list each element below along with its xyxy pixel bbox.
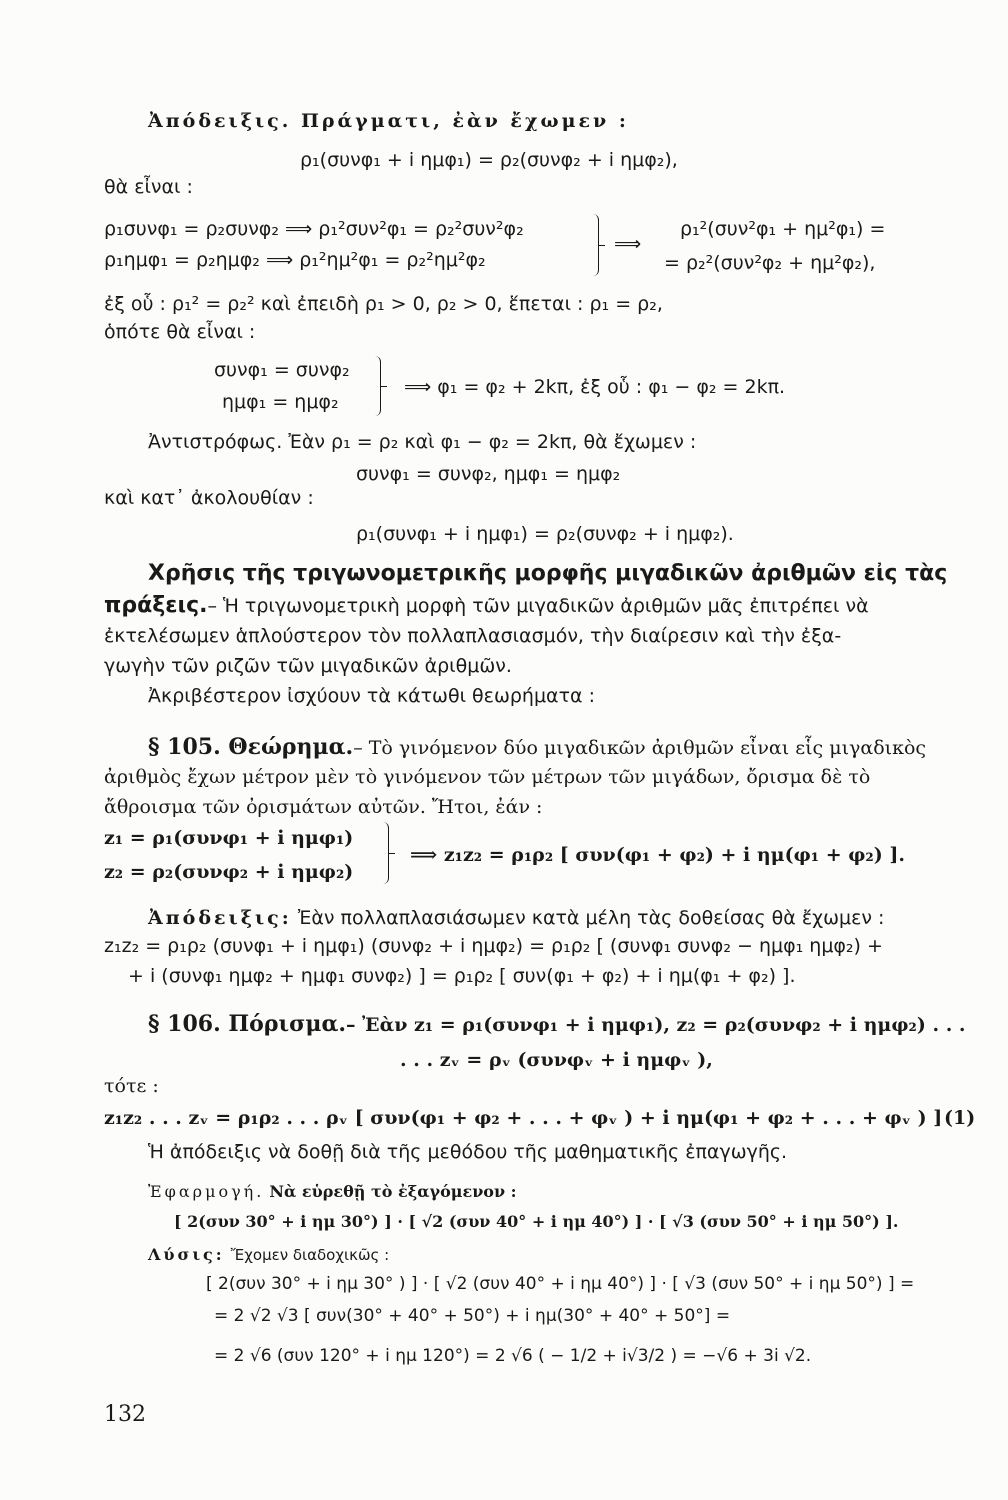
paragraph-line: ἐκτελέσωμεν ἁπλούστερον τὸν πολλαπλασιασμόν, τὴν διαίρεσιν καὶ τὴν ἐξα- [104,625,842,647]
proof-line [148,906,884,930]
application-text: Νὰ εὑρεθῇ τὸ ἐξαγόμενον : [269,1182,517,1201]
theorem-line: ἄθροισμα τῶν ὀρισμάτων αὐτῶν. Ἤτοι, ἐάν : [104,796,543,818]
equation-line: [ 2(συν 30° + i ημ 30°) ] · [ √2 (συν 40° + i ημ 40°) ] · [ √3 (συν 50° + i ημ 50°) ]. [174,1212,899,1231]
solution-label: Λύσις: [148,1245,225,1264]
theorem-heading: § 105. Θεώρημα. [148,734,354,760]
equation-line: ρ₁(συνφ₁ + i ημφ₁) = ρ₂(συνφ₂ + i ημφ₂). [356,523,734,545]
equation-line: + i (συνφ₁ ημφ₂ + ημφ₁ συνφ₂) ] = ρ₁ρ₂ [ συν(φ₁ + φ₂) + i ημ(φ₁ + φ₂) ]. [128,965,796,987]
section-heading-cont: πράξεις. [104,593,208,618]
equation-line: ρ₁(συνφ₁ + i ημφ₁) = ρ₂(συνφ₂ + i ημφ₂), [300,149,678,171]
equation-line: . . . zᵥ = ρᵥ (συνφᵥ + i ημφᵥ ), [400,1049,713,1071]
text-line: τότε : [104,1075,159,1097]
text-line: ὁπότε θὰ εἶναι : [104,321,256,343]
equation-line: z₁ = ρ₁(συνφ₁ + i ημφ₁) [104,827,354,849]
right-brace [374,356,381,416]
equation-line: = ρ₂²(συν²φ₂ + ημ²φ₂), [664,252,876,274]
equation-line: ⟹ z₁z₂ = ρ₁ρ₂ [ συν(φ₁ + φ₂) + i ημ(φ₁ + φ₂) ]. [410,844,905,866]
equation-number: (1) [944,1107,976,1129]
solution-line [148,1242,389,1267]
theorem-text: – Τὸ γινόμενον δύο μιγαδικῶν ἀριθμῶν εἶναι εἷς μιγαδικὸς [353,737,927,759]
equation-line: ημφ₁ = ημφ₂ [222,391,339,413]
converse-line: Ἀντιστρόφως. Ἐὰν ρ₁ = ρ₂ καὶ φ₁ − φ₂ = 2kπ, θὰ ἔχωμεν : [148,431,697,453]
theorem-line [148,735,926,760]
paragraph-line: Ἡ ἀπόδειξις νὰ δοθῇ διὰ τῆς μεθόδου τῆς μαθηματικῆς ἐπαγωγῆς. [148,1141,788,1163]
section-heading: Χρῆσις τῆς τριγωνομετρικῆς μορφῆς μιγαδικῶν ἀριθμῶν εἰς τὰς [148,561,948,586]
proof-text: Ἐὰν πολλαπλασιάσωμεν κατὰ μέλη τὰς δοθείσας θὰ ἔχωμεν : [297,907,885,929]
equation-line: z₂ = ρ₂(συνφ₂ + i ημφ₂) [104,861,354,883]
equation-line: = 2 √2 √3 [ συν(30° + 40° + 50°) + i ημ(30° + 40° + 50°] = [214,1306,731,1326]
equation-line: ρ₁ημφ₁ = ρ₂ημφ₂ ⟹ ρ₁²ημ²φ₁ = ρ₂²ημ²φ₂ [104,249,486,271]
page-number: 132 [104,1402,146,1427]
application-line [148,1180,517,1204]
proof-label: Ἀπόδειξις. Πράγματι, ἐὰν ἔχωμεν : [148,110,629,132]
right-brace [592,214,599,276]
solution-text: Ἔχομεν διαδοχικῶς : [230,1246,390,1264]
corollary-heading: § 106. Πόρισμα. [148,1011,347,1037]
implies-arrow: ⟹ [614,233,642,255]
corollary-line [148,1012,966,1037]
text-line: θὰ εἶναι : [104,176,193,198]
paragraph-text: – Ἡ τριγωνομετρικὴ μορφὴ τῶν μιγαδικῶν ἀριθμῶν μᾶς ἐπιτρέπει νὰ [207,595,869,617]
right-brace [382,822,389,884]
theorem-line: ἀριθμὸς ἔχων μέτρον μὲν τὸ γινόμενον τῶν μέτρων τῶν μιγάδων, ὄρισμα δὲ τὸ [104,766,871,788]
corollary-text: – Ἐὰν z₁ = ρ₁(συνφ₁ + i ημφ₁), z₂ = ρ₂(συνφ₂ + i ημφ₂) . . . [346,1014,966,1036]
equation-line: z₁z₂ . . . zᵥ = ρ₁ρ₂ . . . ρᵥ [ συν(φ₁ + φ₂ + . . . + φᵥ ) + i ημ(φ₁ + φ₂ + . . . + φᵥ ) ] [104,1107,943,1129]
equation-line: ⟹ φ₁ = φ₂ + 2kπ, ἐξ οὗ : φ₁ − φ₂ = 2kπ. [404,376,786,398]
equation-line: [ 2(συν 30° + i ημ 30° ) ] · [ √2 (συν 40° + i ημ 40°) ] · [ √3 (συν 50° + i ημ 50°) ] = [206,1274,915,1294]
paragraph-line: Ἀκριβέστερον ἰσχύουν τὰ κάτωθι θεωρήματα : [148,685,595,707]
equation-line: = 2 √6 (συν 120° + i ημ 120°) = 2 √6 ( − 1/2 + i√3/2 ) = −√6 + 3i √2. [214,1346,812,1366]
text-line: ἐξ οὗ : ρ₁² = ρ₂² καὶ ἐπειδὴ ρ₁ > 0, ρ₂ > 0, ἕπεται : ρ₁ = ρ₂, [104,293,663,315]
equation-line: z₁z₂ = ρ₁ρ₂ (συνφ₁ + i ημφ₁) (συνφ₂ + i ημφ₂) = ρ₁ρ₂ [ (συνφ₁ συνφ₂ − ημφ₁ ημφ₂) + [104,935,883,957]
equation-line: ρ₁συνφ₁ = ρ₂συνφ₂ ⟹ ρ₁²συν²φ₁ = ρ₂²συν²φ₂ [104,218,524,240]
paragraph-line: γωγὴν τῶν ριζῶν τῶν μιγαδικῶν ἀριθμῶν. [104,655,512,677]
equation-line: συνφ₁ = συνφ₂ [214,359,350,381]
paragraph-line [104,594,869,618]
equation-line: συνφ₁ = συνφ₂, ημφ₁ = ημφ₂ [356,463,621,485]
equation-line: ρ₁²(συν²φ₁ + ημ²φ₁) = [680,218,886,240]
application-label: Ἐφαρμογή. [148,1182,265,1201]
text-line: καὶ κατ᾿ ἀκολουθίαν : [104,487,314,509]
proof-label: Ἀπόδειξις: [148,907,292,929]
